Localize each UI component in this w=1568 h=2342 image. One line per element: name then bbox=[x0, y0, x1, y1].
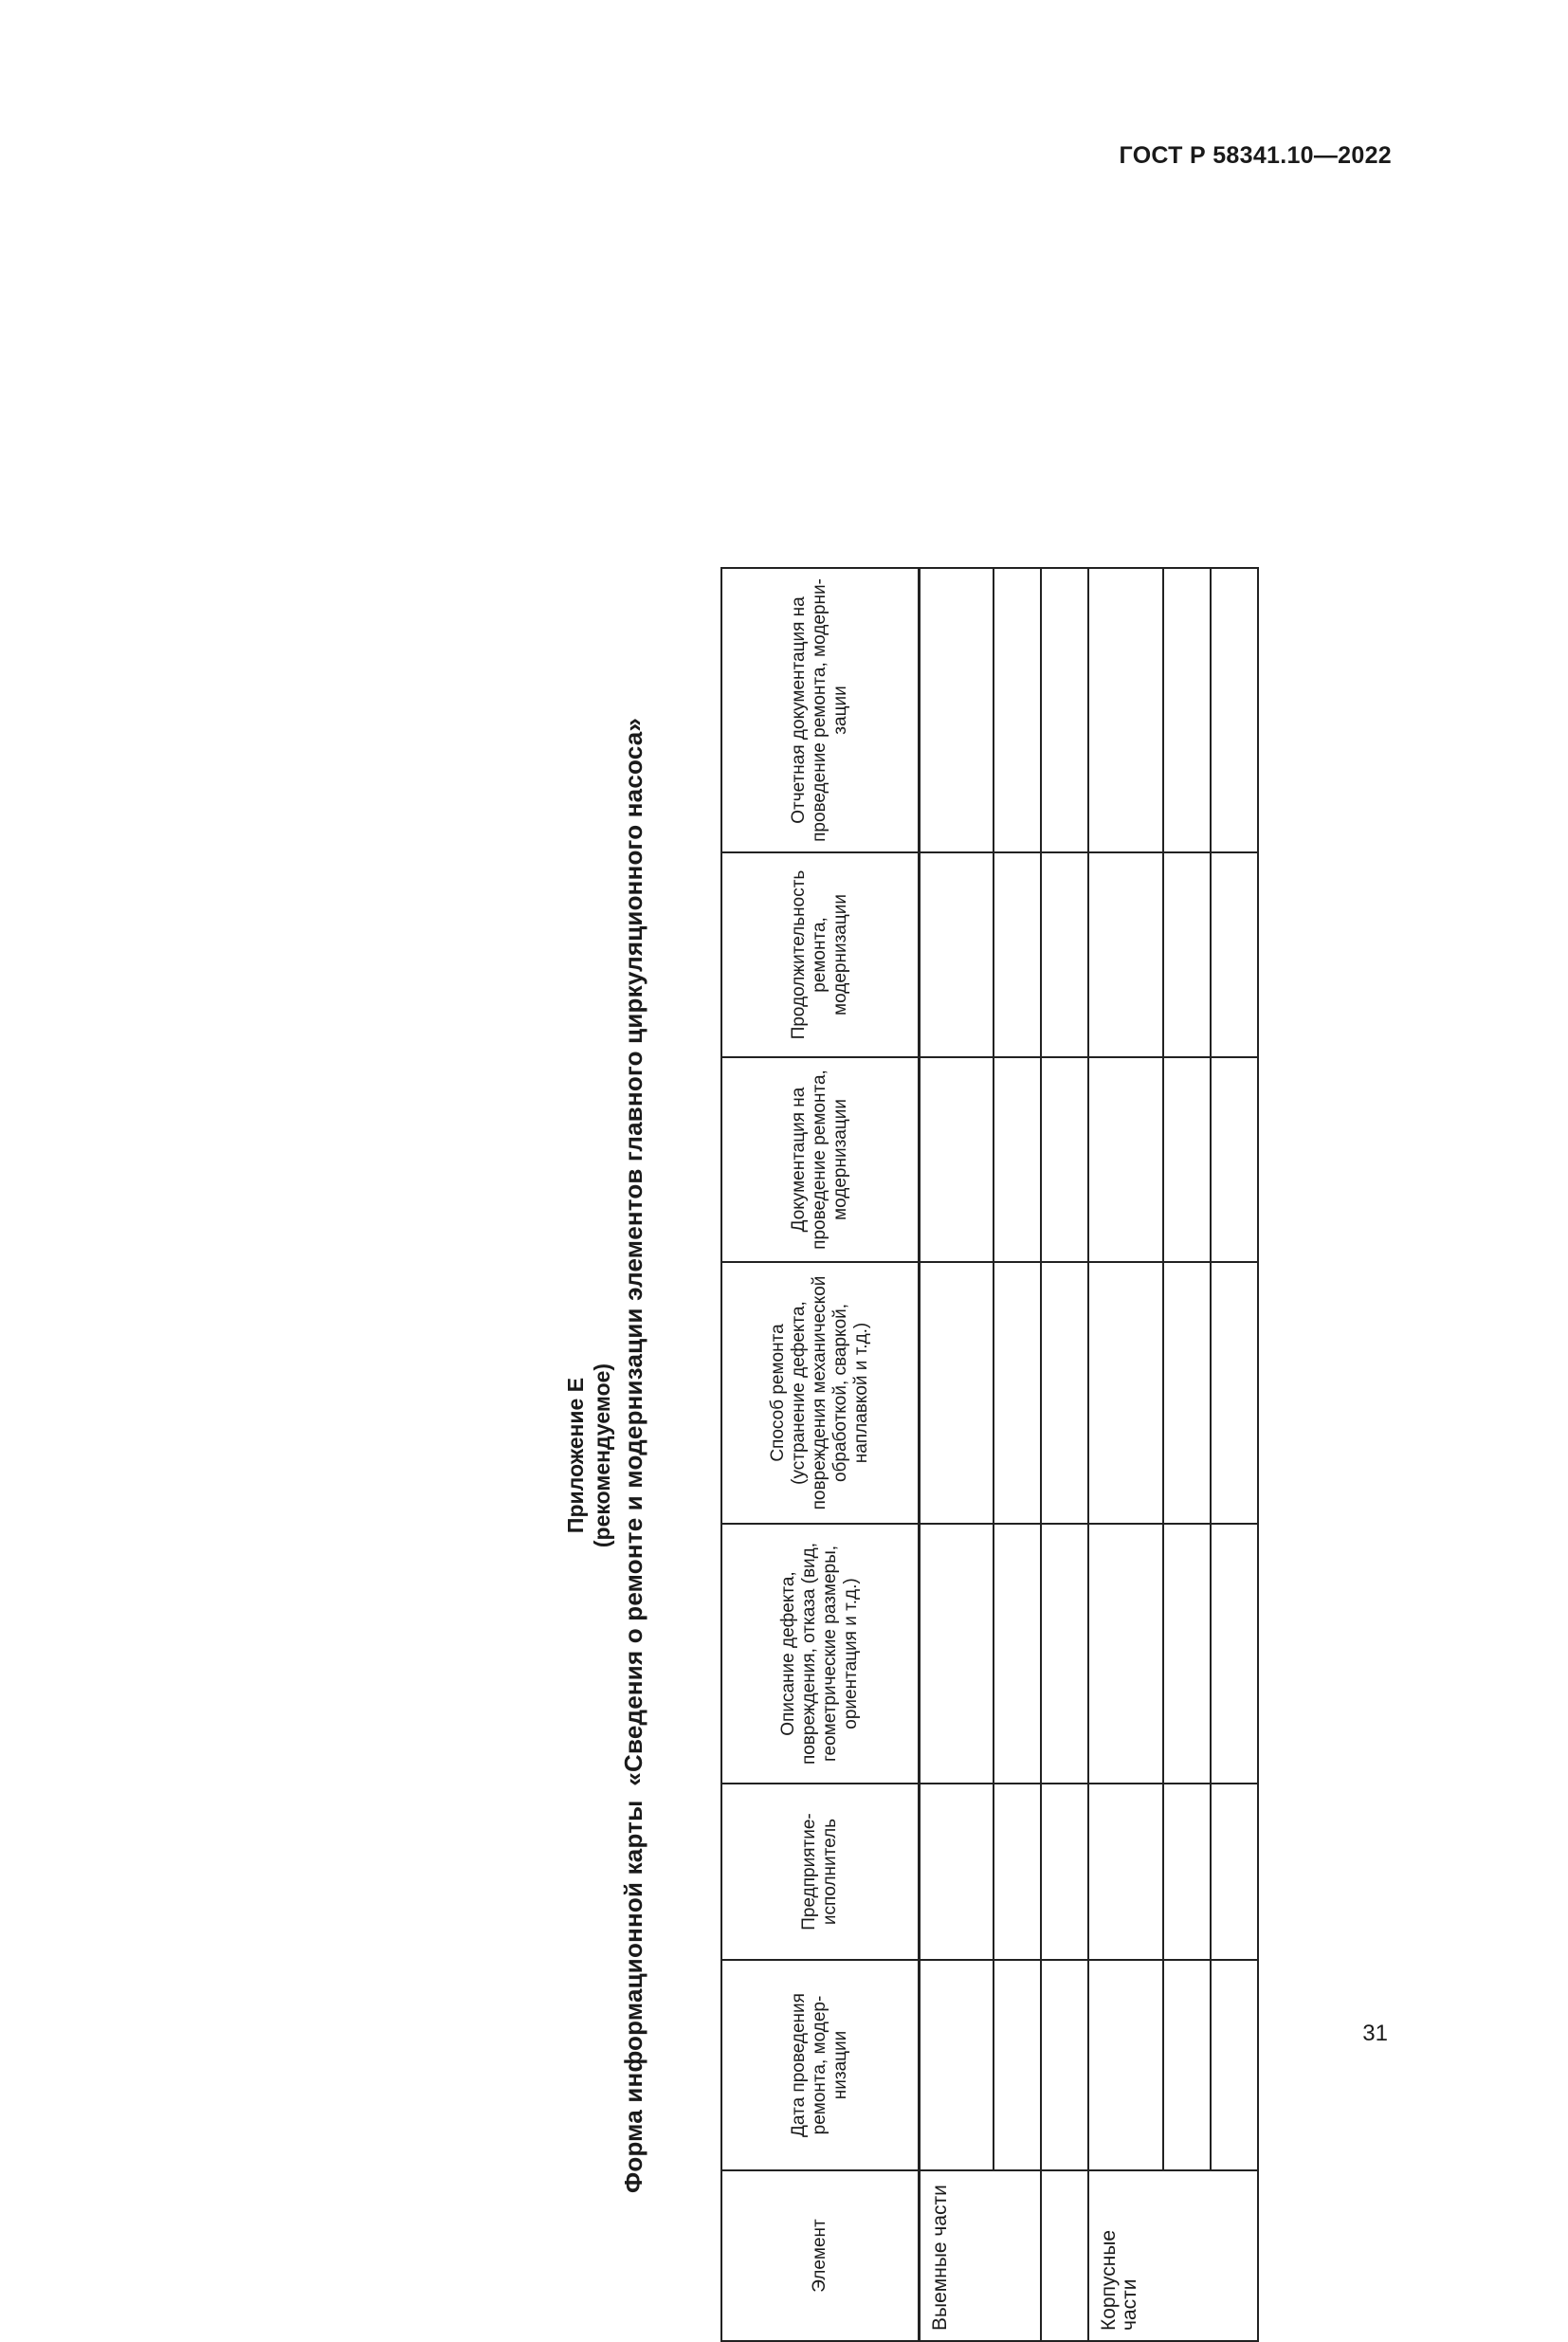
table-cell[interactable] bbox=[1211, 1262, 1258, 1524]
rotated-content bbox=[505, 569, 1264, 2342]
table-cell[interactable] bbox=[994, 1057, 1041, 1262]
table-cell[interactable] bbox=[1088, 1960, 1162, 2170]
table-cell[interactable] bbox=[1211, 852, 1258, 1057]
col-documentation: Документация на проведение ремонта, модернизации bbox=[721, 1057, 920, 1262]
table-row bbox=[1211, 568, 1258, 2341]
table-cell[interactable] bbox=[1163, 1057, 1211, 1262]
group-label-removable: Выемные части bbox=[920, 2170, 1042, 2341]
table-cell[interactable] bbox=[994, 1784, 1041, 1960]
col-date: Дата проведения ремонта, модернизации bbox=[721, 1960, 920, 2170]
table-cell[interactable] bbox=[1163, 1524, 1211, 1784]
table-cell[interactable] bbox=[1088, 568, 1162, 852]
table-cell[interactable] bbox=[1041, 1057, 1088, 1262]
table-cell[interactable] bbox=[1211, 1524, 1258, 1784]
table-cell[interactable] bbox=[1041, 1784, 1088, 1960]
table-cell[interactable] bbox=[920, 1057, 994, 1262]
form-title-main: «Сведения о ремонте и модернизации элементов главного циркуляционного насоса» bbox=[619, 717, 647, 1786]
table-cell[interactable] bbox=[1088, 1784, 1162, 1960]
col-duration: Продолжительность ремонта, модернизации bbox=[721, 852, 920, 1057]
table-cell[interactable] bbox=[1211, 1057, 1258, 1262]
col-contractor: Предприятие-исполнитель bbox=[721, 1784, 920, 1960]
appendix-title: Приложение Е bbox=[563, 1377, 588, 1534]
table-cell[interactable] bbox=[1041, 568, 1088, 852]
table-cell[interactable] bbox=[1088, 1057, 1162, 1262]
table-cell[interactable] bbox=[920, 1524, 994, 1784]
table-cell[interactable] bbox=[1041, 852, 1088, 1057]
col-report-documentation: Отчетная документация на проведение ремонта, модернизации bbox=[721, 568, 920, 852]
appendix-heading bbox=[562, 569, 615, 2342]
col-repair-method: Способ ремонта (устранение дефекта, повреждения механической обработкой, сваркой, наплавкой и т.д.) bbox=[721, 1262, 920, 1524]
table-cell[interactable] bbox=[1088, 852, 1162, 1057]
appendix-status: (рекомендуемое) bbox=[590, 1363, 614, 1548]
table-cell[interactable] bbox=[1211, 1784, 1258, 1960]
table-cell[interactable] bbox=[1163, 852, 1211, 1057]
group-label-body: Корпусные части bbox=[1088, 2170, 1258, 2341]
table-row bbox=[920, 568, 994, 2341]
table-row bbox=[1041, 568, 1088, 2341]
titles-block bbox=[505, 569, 695, 2342]
table-cell[interactable] bbox=[920, 568, 994, 852]
table-cell[interactable] bbox=[994, 1262, 1041, 1524]
col-element: Элемент bbox=[721, 2170, 920, 2341]
table-cell[interactable] bbox=[1163, 1960, 1211, 2170]
table-cell[interactable] bbox=[1041, 1262, 1088, 1524]
table-cell[interactable] bbox=[920, 1262, 994, 1524]
table-row bbox=[1088, 568, 1162, 2341]
table-row bbox=[1163, 568, 1211, 2341]
table-cell[interactable] bbox=[1163, 1784, 1211, 1960]
table-cell[interactable] bbox=[1211, 1960, 1258, 2170]
table-cell[interactable] bbox=[1088, 1524, 1162, 1784]
table-cell[interactable] bbox=[920, 1784, 994, 1960]
col-defect-description: Описание дефекта, повреждения, отказа (вид, геометрические размеры, ориентация и т.д.) bbox=[721, 1524, 920, 1784]
table-cell[interactable] bbox=[994, 1524, 1041, 1784]
table-cell[interactable] bbox=[1041, 2170, 1088, 2341]
document-id: ГОСТ Р 58341.10—2022 bbox=[1119, 142, 1392, 169]
table-cell[interactable] bbox=[994, 1960, 1041, 2170]
table-cell[interactable] bbox=[1163, 1262, 1211, 1524]
form-title-prefix: Форма информационной карты bbox=[619, 1800, 647, 2194]
table-row bbox=[994, 568, 1041, 2341]
form-title bbox=[619, 569, 648, 2342]
table-cell[interactable] bbox=[1041, 1960, 1088, 2170]
table-cell[interactable] bbox=[1163, 568, 1211, 852]
table-cell[interactable] bbox=[920, 1960, 994, 2170]
header-row bbox=[721, 568, 920, 2341]
table-cell[interactable] bbox=[994, 568, 1041, 852]
table-cell[interactable] bbox=[1211, 568, 1258, 852]
table-cell[interactable] bbox=[920, 852, 994, 1057]
table-cell[interactable] bbox=[994, 852, 1041, 1057]
page-number: 31 bbox=[1362, 2021, 1388, 2046]
info-card-table bbox=[720, 567, 1259, 2342]
table-cell[interactable] bbox=[1088, 1262, 1162, 1524]
table-cell[interactable] bbox=[1041, 1524, 1088, 1784]
